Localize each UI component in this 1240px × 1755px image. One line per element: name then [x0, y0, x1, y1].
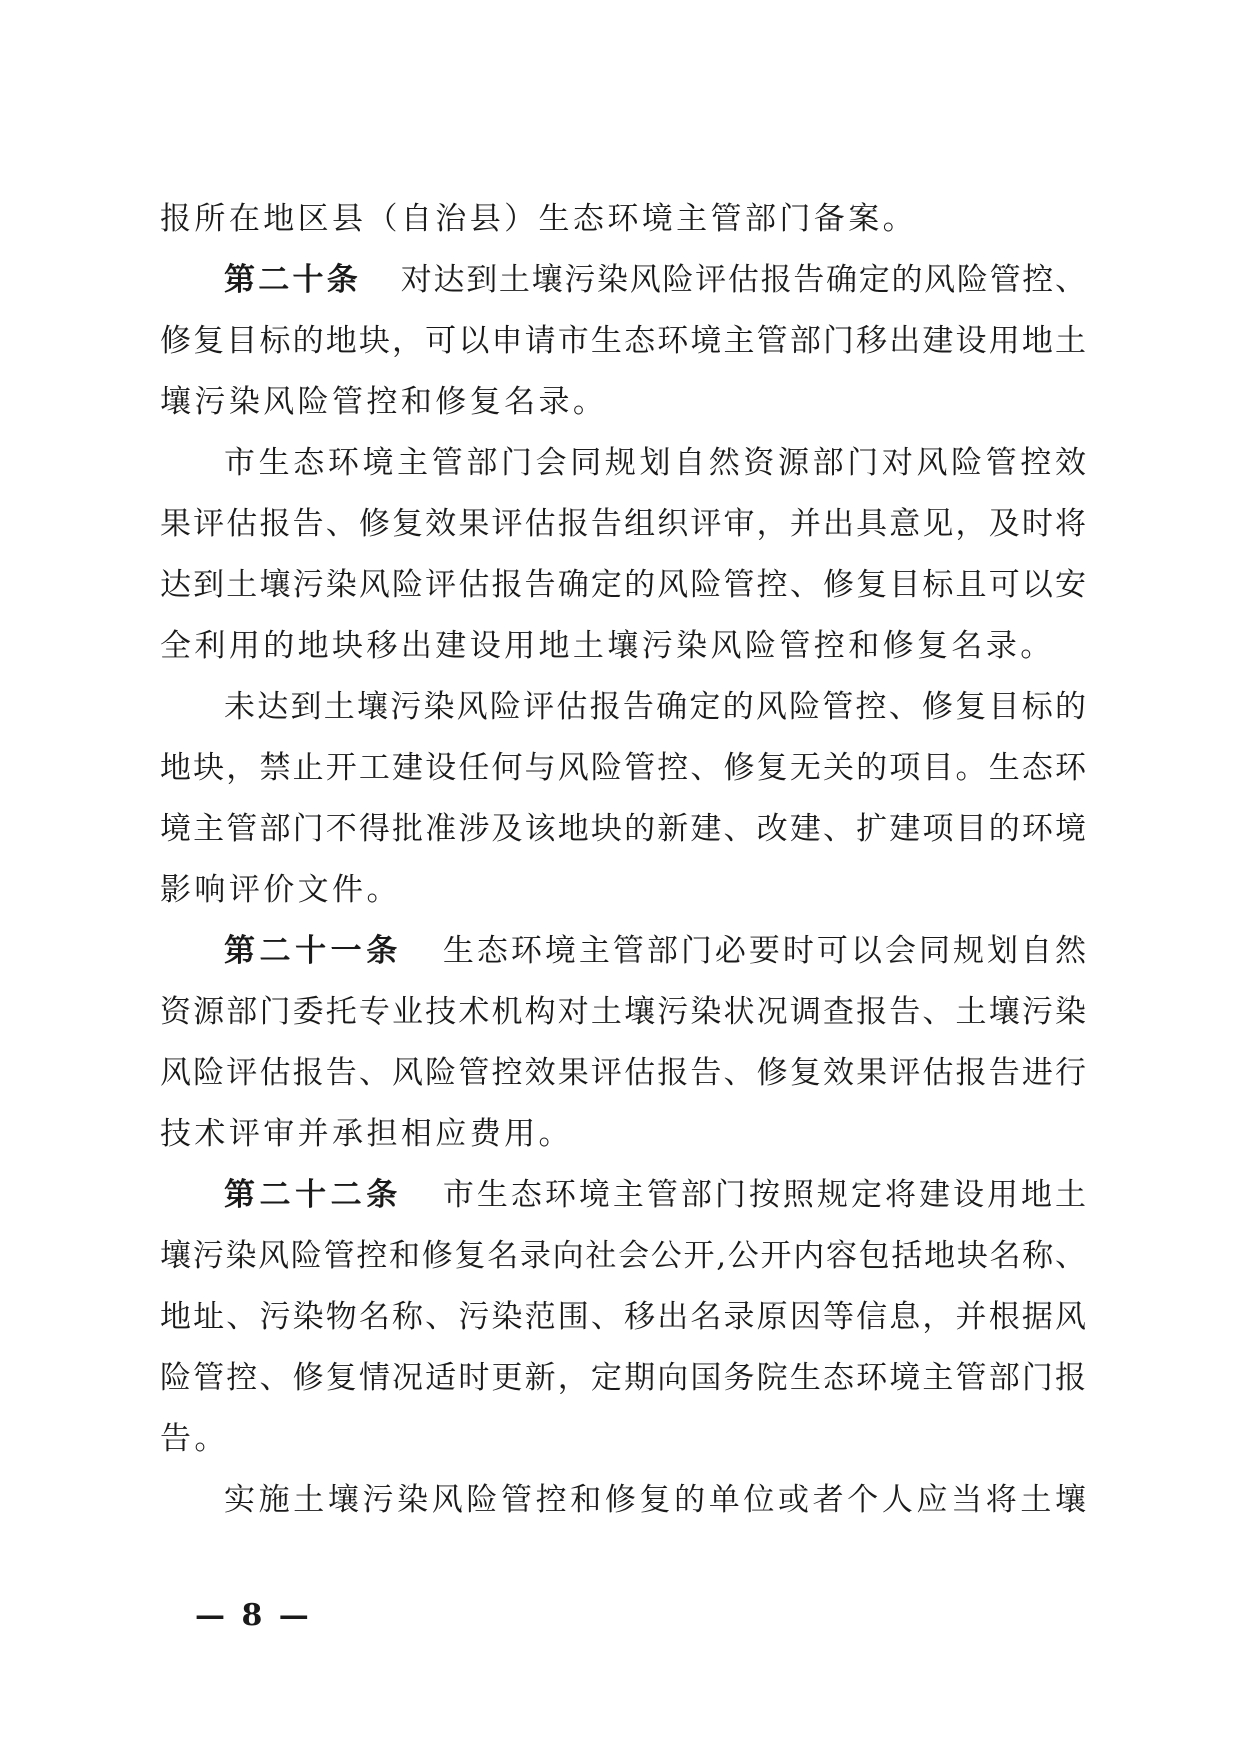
text-span: 生态环境主管部门必要时可以会同规划自然: [439, 933, 1087, 969]
article-heading: 第二十一条: [224, 933, 402, 969]
article-21-first-line: [224, 933, 1087, 969]
text-line: 险管控、修复情况适时更新，定期向国务院生态环境主管部门报: [160, 1360, 1086, 1396]
text-line: 壤污染风险管控和修复名录。: [160, 384, 608, 420]
text-span: 对达到土壤污染风险评估报告确定的风险管控、: [399, 262, 1087, 298]
text-span: 市生态环境主管部门按照规定将建设用地土: [439, 1177, 1087, 1213]
article-22-first-line: [224, 1177, 1087, 1213]
text-line: 风险评估报告、风险管控效果评估报告、修复效果评估报告进行: [160, 1055, 1086, 1091]
text-line: 影响评价文件。: [160, 872, 401, 908]
article-heading: 第二十二条: [224, 1177, 402, 1213]
text-line: 地址、污染物名称、污染范围、移出名录原因等信息，并根据风: [160, 1299, 1086, 1335]
text-line: 境主管部门不得批准涉及该地块的新建、改建、扩建项目的环境: [160, 811, 1086, 847]
text-line: 未达到土壤污染风险评估报告确定的风险管控、修复目标的: [224, 689, 1086, 725]
text-line: 地块，禁止开工建设任何与风险管控、修复无关的项目。生态环: [160, 750, 1086, 786]
text-line: 报所在地区县（自治县）生态环境主管部门备案。: [160, 201, 918, 237]
text-line: 全利用的地块移出建设用地土壤污染风险管控和修复名录。: [160, 628, 1055, 664]
text-line: 壤污染风险管控和修复名录向社会公开,公开内容包括地块名称、: [160, 1238, 1086, 1274]
text-line: 修复目标的地块，可以申请市生态环境主管部门移出建设用地土: [160, 323, 1086, 359]
text-line: 果评估报告、修复效果评估报告组织评审，并出具意见，及时将: [160, 506, 1086, 542]
text-line: 资源部门委托专业技术机构对土壤污染状况调查报告、土壤污染: [160, 994, 1086, 1030]
page-number: — 8 —: [195, 1598, 312, 1633]
text-line: 技术评审并承担相应费用。: [160, 1116, 573, 1152]
text-line: 告。: [160, 1421, 229, 1457]
text-line: 市生态环境主管部门会同规划自然资源部门对风险管控效: [224, 445, 1086, 481]
article-heading: 第二十条: [224, 262, 362, 298]
text-line: 实施土壤污染风险管控和修复的单位或者个人应当将土壤: [224, 1482, 1086, 1518]
article-20-first-line: [224, 262, 1087, 298]
text-line: 达到土壤污染风险评估报告确定的风险管控、修复目标且可以安: [160, 567, 1086, 603]
